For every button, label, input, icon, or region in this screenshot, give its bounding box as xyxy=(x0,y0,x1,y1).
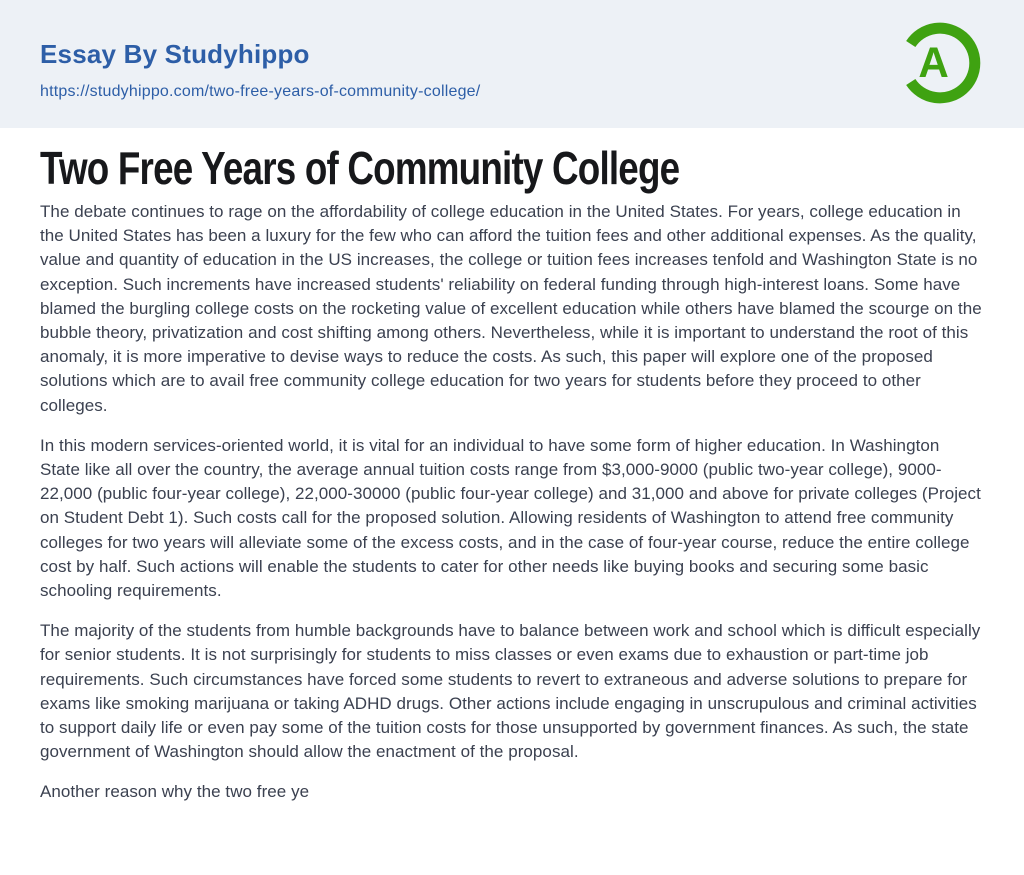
studyhippo-logo xyxy=(896,19,984,107)
byline: Essay By Studyhippo xyxy=(40,39,310,69)
article-content xyxy=(0,142,1024,805)
article-paragraph-3: The majority of the students from humble backgrounds have to balance between work and school which is difficult especially for senior students. It is not surprisingly for students to miss classes or even exams due to exhaustion or part-time job requirements. Such circumstances have forced some students to revert to extraneous and adverse solutions to prepare for exams like smoking marijuana or taking ADHD drugs. Other actions include engaging in unscrupulous and criminal activities to support daily life or even pay some of the tuition costs for those unsupported by government finances. As such, the state government of Washington should allow the enactment of the proposal. xyxy=(40,621,981,762)
article-paragraph-4-truncated: Another reason why the two free ye xyxy=(40,782,310,802)
article-paragraph-2: In this modern services-oriented world, it is vital for an individual to have some form of higher education. In Washington State like all over the country, the average annual tuition costs range from $3,000-9000 (public two-year college), 9000-22,000 (public four-year college), 22,000-30000 (public four-year college) and 31,000 and above for private colleges (Project on Student Debt 1). Such costs call for the proposed solution. Allowing residents of Washington to attend free community colleges for two years will alleviate some of the excess costs, and in the case of four-year course, reduce the entire college cost by half. Such actions will enable the students to cater for other needs like buying books and securing some basic schooling requirements. xyxy=(40,435,981,601)
studyhippo-logo-icon xyxy=(896,19,984,107)
logo-letter: A xyxy=(918,38,949,86)
page-title: Two Free Years of Community College xyxy=(40,142,680,194)
header-text-block xyxy=(40,0,480,101)
article-paragraph-1: The debate continues to rage on the affordability of college education in the United States. For years, college education in the United States has been a luxury for the few who can afford the tuition fees and other additional expenses. As the quality, value and quantity of education in the US increases, the college or tuition fees increases tenfold and Washington State is no exception. Such increments have increased students' reliability on federal funding through high-interest loans. Some have blamed the burgling college costs on the rocketing value of excellent education while others have blamed the scourge on the bubble theory, privatization and cost shifting among others. Nevertheless, while it is important to understand the root of this anomaly, it is more imperative to devise ways to reduce the costs. As such, this paper will explore one of the proposed solutions which are to avail free community college education for two years for students before they proceed to other colleges. xyxy=(40,202,982,415)
page-header xyxy=(0,0,1024,128)
source-url-link[interactable]: https://studyhippo.com/two-free-years-of-community-college/ xyxy=(40,83,481,100)
